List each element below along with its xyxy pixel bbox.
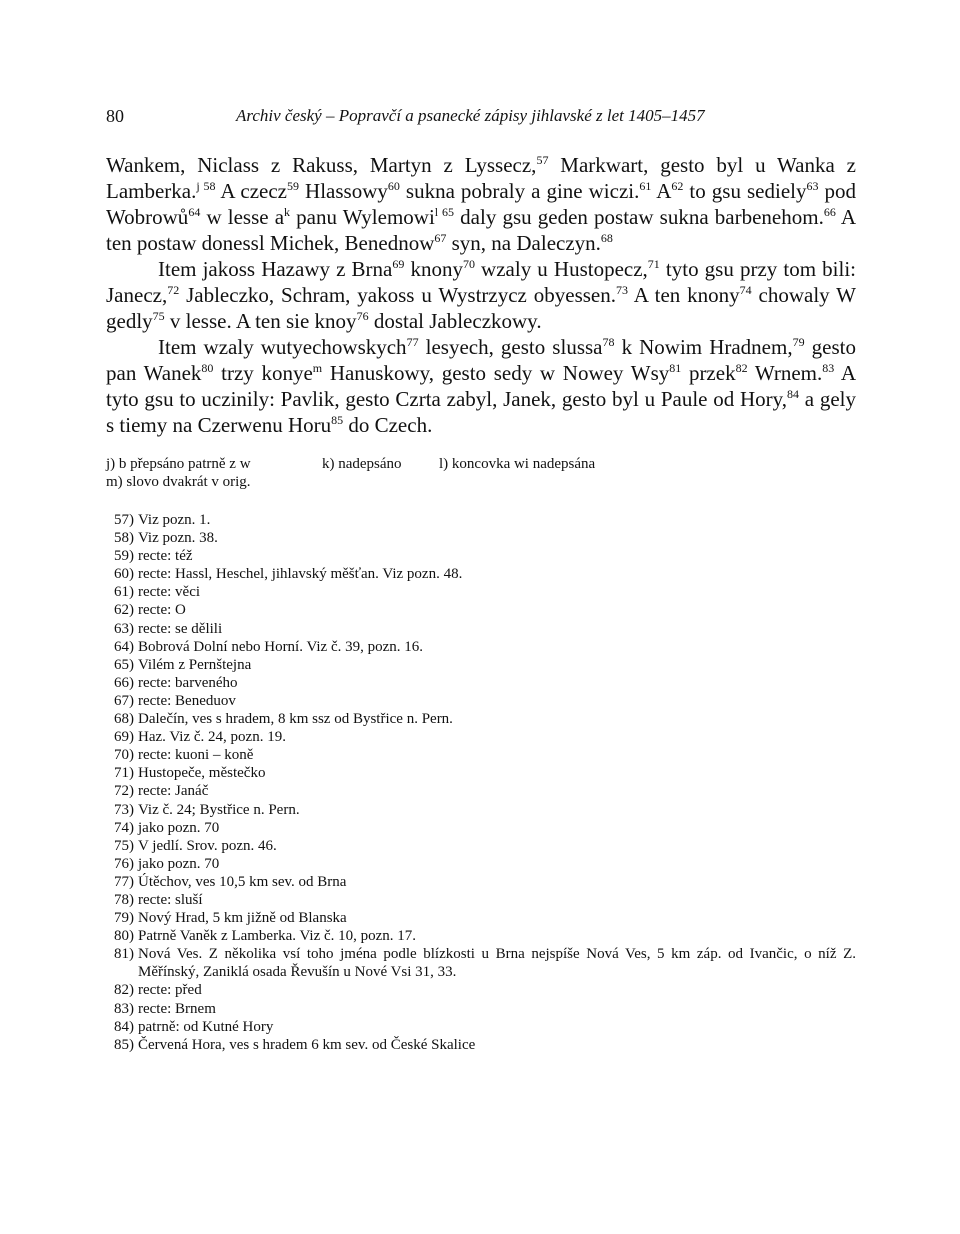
footnote-text: Nová Ves. Z několika vsí toho jména podle blízkosti u Brna nejspíše Nová Ves, 5 km záp. od Ivančic, o níž Z. Měřínský, Zaniklá osada Řevušín u Nové Vsi 31, 33. — [138, 946, 856, 981]
text-run: v lesse. A ten sie knoy — [164, 309, 357, 333]
footnote-text: recte: O — [138, 602, 186, 619]
footnote-ref: 59 — [287, 179, 300, 193]
footnote-ref: 69 — [392, 257, 405, 271]
footnote-item — [100, 674, 856, 692]
note-l: l) koncovka wi nadepsána — [439, 456, 596, 472]
footnote-number: 64) — [114, 638, 134, 655]
footnote-number: 57) — [114, 512, 134, 528]
footnote-ref: 62 — [671, 179, 684, 193]
footnote-ref: 60 — [387, 179, 400, 193]
footnote-item — [100, 511, 856, 529]
footnote-number: 73) — [114, 801, 134, 818]
text-run: lesyech, gesto slussa — [418, 335, 603, 359]
text-run: k Nowim Hradnem, — [614, 335, 793, 359]
text-run: A tyto gsu to uczinily: Pavlik, gesto Czrta zabyl, Janek, gesto byl u Paule od Hory, — [106, 361, 856, 411]
footnote-number: 82) — [114, 982, 134, 999]
footnote-text: Haz. Viz č. 24, pozn. 19. — [138, 729, 286, 746]
textual-notes — [106, 455, 856, 491]
footnote-number: 83) — [114, 1000, 134, 1017]
page-number: 80 — [106, 106, 124, 126]
text-run: tyto gsu przy tom bili: Janecz, — [106, 257, 856, 307]
text-run: Wankem, Niclass z Rakuss, Martyn z Lyssecz, — [106, 153, 537, 177]
footnote-ref: 68 — [600, 231, 613, 245]
footnote-text: Bobrová Dolní nebo Horní. Viz č. 39, pozn. 16. — [138, 638, 424, 655]
footnote-text: recte: kuoni – koně — [138, 747, 254, 764]
footnote-text: patrně: od Kutné Hory — [138, 1018, 274, 1035]
footnote-text: Útěchov, ves 10,5 km sev. od Brna — [138, 873, 347, 890]
footnote-number: 68) — [114, 711, 134, 728]
text-run: dostal Jableczkowy. — [368, 309, 542, 333]
text-run: A ten postaw donessl Michek, Benednow — [106, 205, 856, 255]
text-run: Item jakoss Hazawy z Brna — [158, 257, 393, 281]
textual-notes-row-2 — [106, 473, 856, 491]
running-title: Archiv český – Popravčí a psanecké zápisy jihlavské z let 1405–1457 — [236, 106, 705, 125]
footnote-ref: 70 — [462, 257, 475, 271]
footnote-ref: 83 — [822, 361, 835, 375]
footnote-text: Patrně Vaněk z Lamberka. Viz č. 10, pozn. 17. — [138, 928, 417, 945]
footnote-item — [100, 583, 856, 601]
footnote-ref: 82 — [735, 361, 748, 375]
main-text — [106, 152, 856, 438]
text-run: chowaly W gedly — [106, 283, 857, 333]
footnote-text: recte: před — [138, 982, 202, 999]
footnote-number: 67) — [114, 692, 134, 709]
footnote-item — [100, 945, 856, 981]
footnote-text: recte: Hassl, Heschel, jihlavský měšťan. Viz pozn. 48. — [138, 566, 463, 583]
text-run: knony — [404, 257, 463, 281]
text-run: A — [651, 179, 672, 203]
footnote-item — [100, 1036, 856, 1054]
footnote-text: Viz pozn. 1. — [138, 512, 211, 528]
footnote-text: recte: též — [138, 548, 193, 565]
text-run: do Czech. — [343, 413, 433, 437]
footnote-number: 66) — [114, 674, 134, 691]
footnote-number: 79) — [114, 910, 134, 927]
text-run: Markwart, gesto byl u Wanka z Lamberka. — [106, 153, 857, 203]
footnote-ref: 84 — [787, 387, 800, 401]
footnote-text: jako pozn. 70 — [138, 855, 220, 872]
footnote-ref: m — [312, 361, 323, 375]
footnotes — [100, 511, 856, 1054]
footnote-item — [100, 746, 856, 764]
footnote-ref: 75 — [152, 309, 165, 323]
text-run: A ten knony — [628, 283, 740, 307]
footnote-ref: l 65 — [434, 205, 455, 219]
footnote-item — [100, 981, 856, 999]
paragraph-1 — [106, 152, 856, 256]
page-header — [106, 106, 856, 130]
text-run: gesto pan Wanek — [106, 335, 856, 385]
footnote-ref: 79 — [792, 335, 805, 349]
footnote-item — [100, 873, 856, 891]
footnote-ref: 73 — [616, 283, 628, 297]
footnote-text: recte: Janáč — [138, 783, 209, 800]
footnote-number: 65) — [114, 656, 134, 673]
paragraph-3 — [106, 334, 856, 438]
text-run: a gely s tiemy na Czerwenu Horu — [106, 387, 857, 437]
footnote-item — [100, 692, 856, 710]
footnote-number: 81) — [114, 946, 134, 963]
text-run: daly gsu geden postaw sukna barbenehom. — [454, 205, 824, 229]
text-run: Hlassowy — [299, 179, 388, 203]
text-run: przek — [681, 361, 736, 385]
footnote-ref: 74 — [739, 283, 752, 297]
footnote-item — [100, 529, 856, 547]
text-run: pod Wobrowů — [106, 179, 857, 229]
footnote-number: 70) — [114, 747, 134, 764]
footnote-ref: j 58 — [196, 179, 216, 193]
footnote-text: recte: barveného — [138, 674, 238, 691]
footnote-ref: 57 — [536, 153, 549, 167]
footnote-ref: 61 — [639, 179, 652, 193]
text-run: Item wzaly wutyechowskych — [158, 335, 407, 359]
footnote-ref: k — [284, 205, 291, 219]
footnote-number: 78) — [114, 891, 134, 908]
text-run: sukna pobraly a gine wiczi. — [399, 179, 640, 203]
footnote-item — [100, 1018, 856, 1036]
footnote-number: 77) — [114, 873, 134, 890]
footnote-text: recte: věci — [138, 584, 201, 601]
text-run: Hanuskowy, gesto sedy w Nowey Wsy — [322, 361, 670, 385]
footnote-number: 76) — [114, 855, 134, 872]
footnote-number: 85) — [114, 1036, 134, 1053]
text-run: syn, na Daleczyn. — [446, 231, 601, 255]
footnote-ref: 80 — [201, 361, 214, 375]
footnote-ref: 77 — [406, 335, 419, 349]
footnote-text: Viz pozn. 38. — [138, 530, 218, 547]
text-run: A czecz — [215, 179, 288, 203]
footnote-number: 80) — [114, 928, 134, 945]
footnote-item — [100, 656, 856, 674]
footnote-text: Vilém z Pernštejna — [138, 656, 252, 673]
footnote-text: Nový Hrad, 5 km jižně od Blanska — [138, 910, 347, 927]
footnote-item — [100, 764, 856, 782]
footnote-number: 72) — [114, 783, 134, 800]
footnote-item — [100, 1000, 856, 1018]
footnote-number: 59) — [114, 548, 134, 565]
footnote-ref: 81 — [669, 361, 682, 375]
footnote-ref: 66 — [823, 205, 836, 219]
note-k: k) nadepsáno — [322, 456, 402, 472]
footnote-text: jako pozn. 70 — [138, 819, 220, 836]
footnote-ref: 71 — [647, 257, 660, 271]
footnote-text: Hustopeče, městečko — [138, 765, 266, 782]
note-m: m) slovo dvakrát v orig. — [106, 474, 251, 490]
footnote-item — [100, 620, 856, 638]
textual-notes-row-1 — [106, 455, 856, 473]
footnote-number: 69) — [114, 729, 134, 746]
footnote-text: recte: Beneduov — [138, 692, 236, 709]
footnote-item — [100, 565, 856, 583]
footnote-number: 60) — [114, 566, 134, 583]
footnote-item — [100, 801, 856, 819]
text-run: panu Wylemowi — [290, 205, 435, 229]
footnote-item — [100, 601, 856, 619]
text-run: Wrnem. — [747, 361, 823, 385]
footnote-number: 71) — [114, 765, 134, 782]
footnote-ref: 64 — [188, 205, 201, 219]
footnote-item — [100, 547, 856, 565]
footnote-item — [100, 891, 856, 909]
note-j: j) b přepsáno patrně z w — [106, 456, 251, 472]
footnote-item — [100, 782, 856, 800]
paragraph-2 — [106, 256, 856, 334]
footnote-text: recte: sluší — [138, 891, 203, 908]
footnote-item — [100, 728, 856, 746]
footnote-item — [100, 909, 856, 927]
footnote-item — [100, 710, 856, 728]
footnote-item — [100, 855, 856, 873]
footnote-ref: 63 — [806, 179, 819, 193]
footnote-text: Viz č. 24; Bystřice n. Pern. — [138, 801, 300, 818]
footnote-item — [100, 837, 856, 855]
footnote-item — [100, 638, 856, 656]
footnote-ref: 72 — [167, 283, 180, 297]
footnote-item — [100, 927, 856, 945]
footnote-text: recte: Brnem — [138, 1000, 216, 1017]
footnote-number: 62) — [114, 602, 134, 619]
footnote-ref: 76 — [356, 309, 369, 323]
text-run: trzy konye — [213, 361, 313, 385]
footnote-number: 63) — [114, 620, 134, 637]
footnote-text: Červená Hora, ves s hradem 6 km sev. od České Skalice — [138, 1036, 476, 1053]
footnote-number: 74) — [114, 819, 134, 836]
footnote-ref: 67 — [434, 231, 447, 245]
footnote-item — [100, 819, 856, 837]
footnote-text: recte: se dělili — [138, 620, 223, 637]
footnote-number: 58) — [114, 530, 134, 547]
text-run: to gsu sediely — [683, 179, 807, 203]
text-run: Jableczko, Schram, yakoss u Wystrzycz obyessen. — [179, 283, 616, 307]
footnote-number: 61) — [114, 584, 134, 601]
footnote-text: V jedlí. Srov. pozn. 46. — [138, 837, 277, 854]
footnote-ref: 85 — [331, 413, 344, 427]
text-run: w lesse a — [200, 205, 285, 229]
footnote-number: 75) — [114, 837, 134, 854]
text-run: wzaly u Hustopecz, — [474, 257, 648, 281]
footnote-text: Dalečín, ves s hradem, 8 km ssz od Bystřice n. Pern. — [138, 711, 453, 728]
footnote-number: 84) — [114, 1018, 134, 1035]
footnote-ref: 78 — [602, 335, 615, 349]
